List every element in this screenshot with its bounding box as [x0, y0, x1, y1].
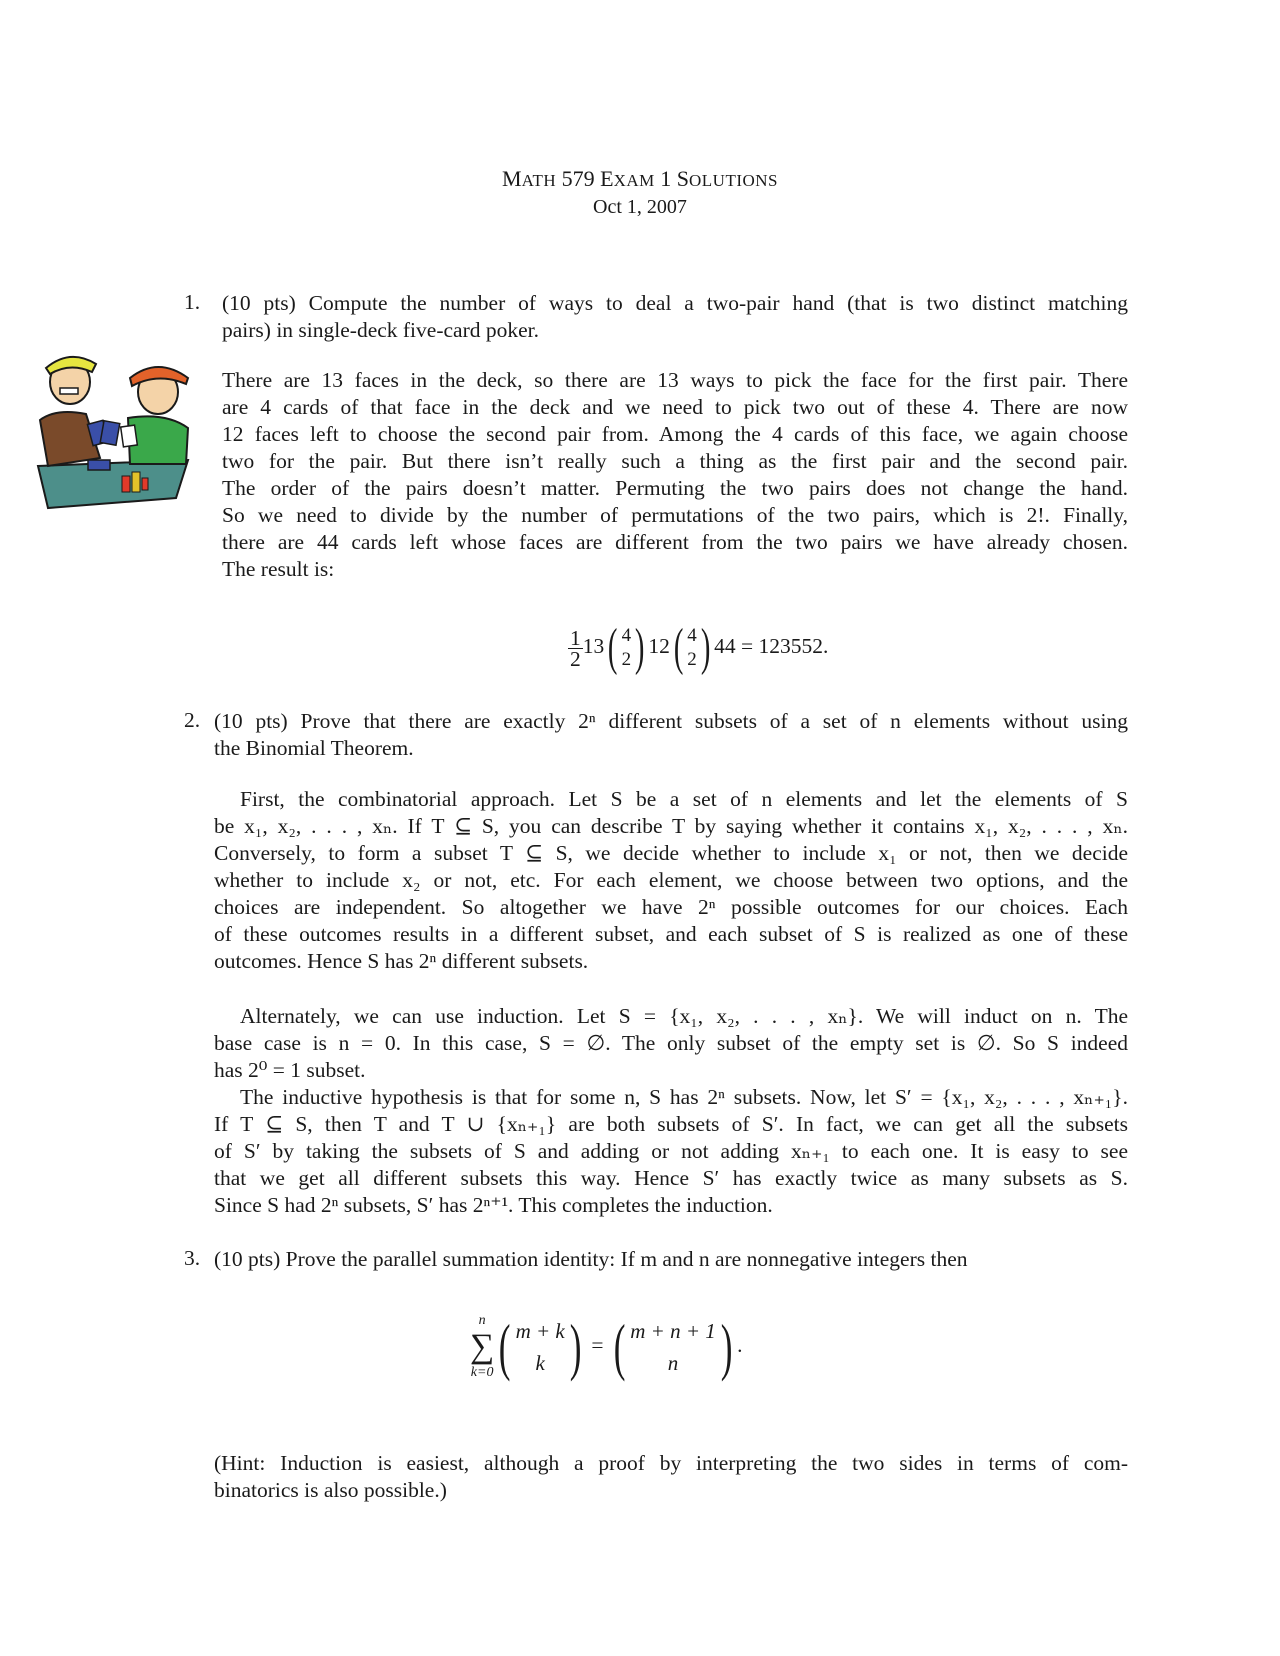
exam-date: Oct 1, 2007 — [593, 196, 687, 218]
binomial-4-choose-2-second: ( 4 2 ) — [673, 619, 711, 676]
q2-prompt: (10 pts) Prove that there are exactly 2ⁿ different subsets of a set of n elements without using the Binomial Theorem. — [214, 709, 1128, 760]
binomial-m-plus-n-plus-1-choose-n: ( m + n + 1 n ) — [613, 1311, 733, 1382]
q1-answer: There are 13 faces in the deck, so there are 13 ways to pick the face for the first pair. There are 4 cards of that face in the deck and we need to pick two out of these 4. There are now 12 faces left to choose the second pair from. Among the 4 cards of this face, we again choose two for the pair. But there isn’t really such a thing as the first pair and the second pair. The order of the pairs doesn’t matter. Permuting the two pairs does not change the hand. So we need to divide by the number of permutations of the two pairs, which is 2!. Finally, there are 44 cards left whose faces are different from the two pairs we have already chosen. The result is: — [222, 368, 1128, 581]
binomial-m-plus-k-choose-k: ( m + k k ) — [499, 1311, 582, 1382]
poker-players-illustration — [26, 348, 198, 514]
binomial-4-choose-2: ( 4 2 ) — [608, 619, 645, 676]
q3-formula: n ∑ k=0 ( m + k k ) = ( m + n + 1 n ) . — [470, 1311, 743, 1382]
q3-hint: (Hint: Induction is easiest, although a proof by interpreting the two sides in terms of com- binatorics is also possible.) — [214, 1451, 1128, 1502]
q2-answer-induction: Alternately, we can use induction. Let S = {x₁, x₂, . . . , xₙ}. We will induct on n. The base case is n = 0. In this case, S = ∅. The only subset of the empty set is ∅. So S indeed has 2⁰ = 1 subset. The inductive hypothesis is that for some n, S has 2ⁿ subsets. Now, let S′ = {x₁, x₂, . . . , xₙ₊₁}. If T ⊆ S, then T and T ∪ {xₙ₊₁} are both subsets of S′. In fact, we can get all the subsets of S′ by taking the subsets of S and adding or not adding xₙ₊₁ to each one. It is easy to see that we get all different subsets this way. Hence S′ has exactly twice as many subsets as S. Since S had 2ⁿ subsets, S′ has 2ⁿ⁺¹. This completes the induction. — [214, 1004, 1128, 1217]
q1-formula: $\frac{1}{2}$ 13 ( 4 2 ) 12 ( 4 2 ) 44 = 123552. — [570, 619, 829, 676]
fraction-one-half: $\frac{1}{2}$ — [570, 625, 581, 671]
q2-number: 2. — [184, 708, 201, 732]
q3-prompt: (10 pts) Prove the parallel summation identity: If m and n are nonnegative integers then — [214, 1247, 968, 1271]
page-title: MATH 579 EXAM 1 SOLUTIONS — [502, 166, 778, 191]
q3-number: 3. — [184, 1246, 201, 1270]
summation: n ∑ k=0 — [470, 1313, 495, 1380]
q2-answer-combinatorial: First, the combinatorial approach. Let S be a set of n elements and let the elements of S be x₁, x₂, . . . , xₙ. If T ⊆ S, you can describe T by saying whether it contains x₁, x₂, . . . , xₙ. Conversely, to form a subset T ⊆ S, we decide whether to include x₁ or not, then we decide whether to include x₂ or not, etc. For each element, we choose between two options, and the choices are independent. So altogether we have 2ⁿ possible outcomes for our choices. Each of these outcomes results in a different subset, and each subset of S is realized as one of these outcomes. Hence S has 2ⁿ different subsets. — [214, 787, 1128, 973]
q1-number: 1. — [184, 290, 201, 314]
q1-prompt: (10 pts) Compute the number of ways to deal a two-pair hand (that is two distinct matching pairs) in single-deck five-card poker. — [222, 291, 1128, 342]
